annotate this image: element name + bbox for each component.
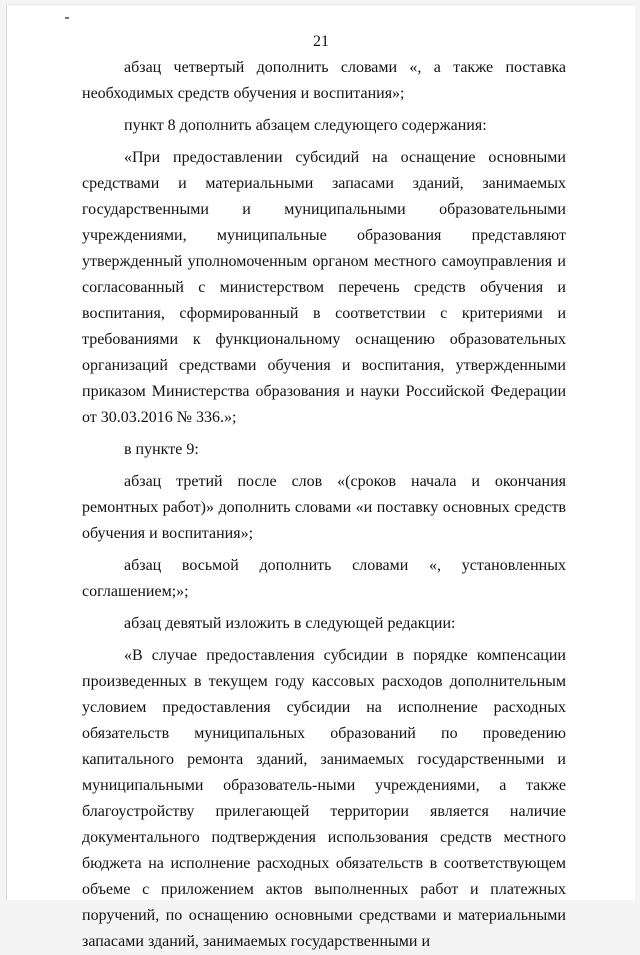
- scan-mark: [65, 17, 69, 19]
- paragraph-6: абзац восьмой дополнить словами «, установленных соглашением;»;: [82, 557, 566, 600]
- paragraph-8: «В случае предоставления субсидии в порядке компенсации произведенных в текущем году кассовых расходов дополнительным условием предоставления субсидии на исполнение расходных обязательств муниципальных образований по проведению капитального ремонта зданий, занимаемых государственными и муниципальными образователь-ными учреждениями, а также благоустройству прилегающей территории является наличие документального подтверждения использования средств местного бюджета на исполнение расходных обязательств в соответствующем объеме с приложением актов выполненных работ и платежных поручений, по оснащению основными средствами и материальными запасами зданий, занимаемых государственными и: [82, 647, 566, 950]
- page-number: 21: [313, 33, 329, 50]
- paragraph-7: абзац девятый изложить в следующей редакции:: [124, 615, 456, 632]
- document-page: [6, 4, 635, 950]
- paragraph-3: «При предоставлении субсидий на оснащение основными средствами и материальными запасами зданий, занимаемых государственными и муниципальными образовательными учреждениями, муниципальные образования представляют утвержденный уполномоченным органом местного самоуправления и согласованный с министерством перечень средств обучения и воспитания, сформированный в соответствии с критериями и требованиями к функциональному оснащению образовательных организаций средствами обучения и воспитания, утвержденными приказом Министерства образования и науки Российской Федерации от 30.03.2016 № 336.»;: [82, 149, 566, 426]
- document-body: [82, 55, 566, 955]
- paragraph-4: в пункте 9:: [124, 441, 199, 458]
- paragraph-2: пункт 8 дополнить абзацем следующего содержания:: [124, 117, 487, 134]
- paragraph-5: абзац третий после слов «(сроков начала и окончания ремонтных работ)» дополнить словами «и поставку основных средств обучения и воспитания»;: [82, 473, 566, 542]
- paragraph-1: абзац четвертый дополнить словами «, а также поставка необходимых средств обучения и воспитания»;: [82, 59, 566, 102]
